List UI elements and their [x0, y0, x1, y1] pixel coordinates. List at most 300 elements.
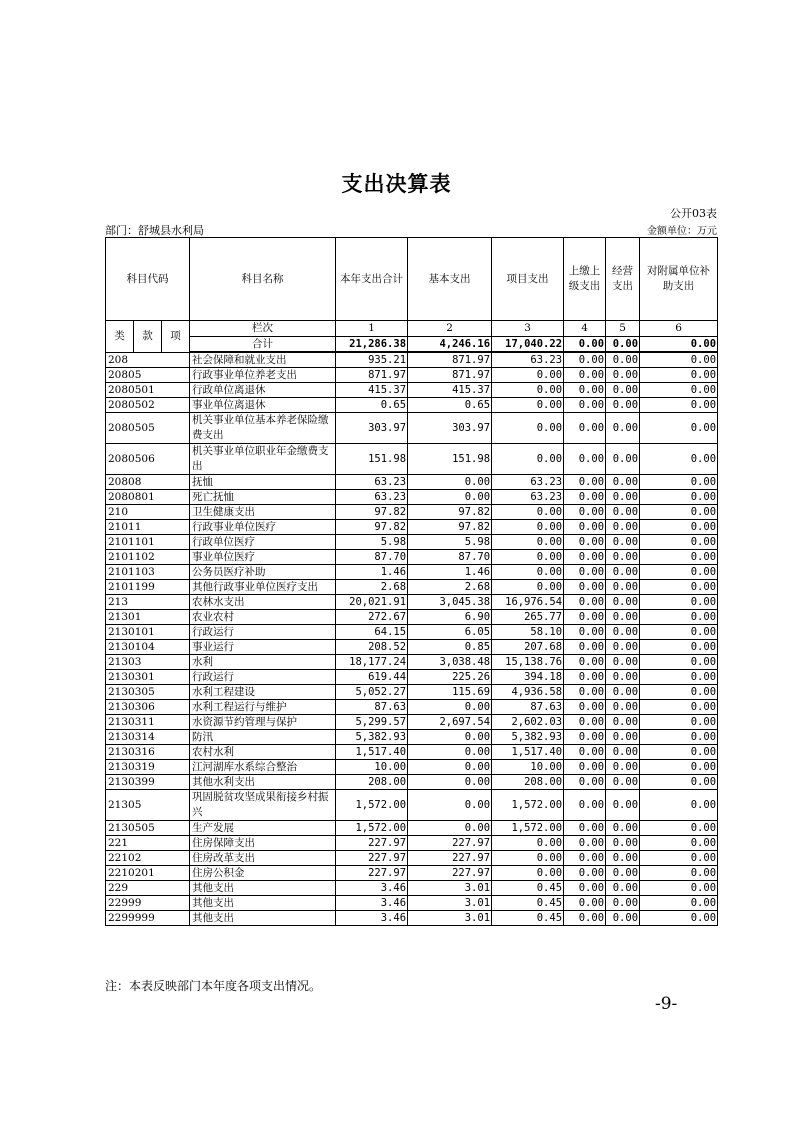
row-value: 5.98	[408, 535, 492, 550]
row-value: 871.97	[408, 368, 492, 383]
table-row	[106, 535, 718, 550]
row-value: 0.00	[606, 685, 640, 700]
row-value: 3.01	[408, 911, 492, 926]
total-value: 21,286.38	[336, 337, 408, 353]
row-value: 227.97	[336, 851, 408, 866]
table-row	[106, 565, 718, 580]
row-value: 0.00	[564, 655, 606, 670]
row-value: 0.00	[606, 565, 640, 580]
row-value: 303.97	[408, 413, 492, 444]
row-value: 1,572.00	[492, 821, 564, 836]
row-code: 2130314	[106, 730, 190, 745]
row-value: 0.00	[492, 836, 564, 851]
row-value: 0.00	[564, 565, 606, 580]
row-value: 0.00	[640, 745, 718, 760]
row-name: 行政运行	[190, 670, 336, 685]
row-value: 0.00	[640, 730, 718, 745]
row-value: 0.85	[408, 640, 492, 655]
row-value: 0.00	[606, 851, 640, 866]
row-value: 227.97	[336, 866, 408, 881]
row-value: 10.00	[492, 760, 564, 775]
row-value: 5,299.57	[336, 715, 408, 730]
row-value: 1,517.40	[492, 745, 564, 760]
row-name: 机关事业单位基本养老保险缴费支出	[190, 413, 336, 444]
unit-label: 金额单位：万元	[647, 226, 717, 237]
row-value: 0.00	[564, 851, 606, 866]
page-number: -9-	[655, 994, 678, 1014]
row-value: 0.00	[606, 640, 640, 655]
row-value: 0.00	[408, 760, 492, 775]
row-value: 208.00	[336, 775, 408, 790]
department-label: 部门：舒城县水利局	[105, 224, 204, 237]
row-value: 0.00	[640, 866, 718, 881]
row-value: 1.46	[336, 565, 408, 580]
row-value: 97.82	[408, 505, 492, 520]
row-value: 6.90	[408, 610, 492, 625]
row-value: 227.97	[408, 836, 492, 851]
row-name: 农业农村	[190, 610, 336, 625]
row-value: 0.00	[640, 836, 718, 851]
row-value: 6.05	[408, 625, 492, 640]
total-label: 合计	[190, 337, 336, 353]
row-value: 0.00	[640, 565, 718, 580]
row-value: 0.00	[408, 490, 492, 505]
row-code: 210	[106, 505, 190, 520]
row-value: 0.00	[640, 490, 718, 505]
row-code: 2130319	[106, 760, 190, 775]
header-basic: 基本支出	[408, 238, 492, 321]
row-value: 0.00	[606, 550, 640, 565]
row-value: 0.00	[564, 595, 606, 610]
row-name: 抚恤	[190, 475, 336, 490]
row-value: 0.00	[492, 866, 564, 881]
table-row	[106, 398, 718, 413]
table-row	[106, 730, 718, 745]
table-row	[106, 836, 718, 851]
row-code: 221	[106, 836, 190, 851]
row-value: 0.00	[564, 640, 606, 655]
row-value: 87.70	[336, 550, 408, 565]
row-value: 0.00	[640, 790, 718, 821]
row-value: 115.69	[408, 685, 492, 700]
row-code: 2130311	[106, 715, 190, 730]
total-value: 0.00	[606, 337, 640, 353]
row-code: 2080506	[106, 444, 190, 475]
table-row	[106, 352, 718, 368]
row-value: 0.00	[640, 760, 718, 775]
row-value: 63.23	[492, 352, 564, 368]
table-row	[106, 700, 718, 715]
header-code: 科目代码	[106, 238, 190, 321]
row-value: 0.00	[564, 444, 606, 475]
page-title: 支出决算表	[341, 171, 452, 196]
row-value: 3,045.38	[408, 595, 492, 610]
table-row	[106, 475, 718, 490]
row-value: 0.00	[492, 851, 564, 866]
row-value: 0.00	[492, 383, 564, 398]
row-code: 2130305	[106, 685, 190, 700]
row-value: 0.00	[640, 595, 718, 610]
column-number-row	[106, 321, 718, 337]
row-code: 2130306	[106, 700, 190, 715]
row-value: 0.00	[606, 368, 640, 383]
row-value: 0.00	[408, 775, 492, 790]
row-value: 0.00	[640, 580, 718, 595]
table-row	[106, 595, 718, 610]
row-value: 0.00	[564, 580, 606, 595]
table-row	[106, 821, 718, 836]
row-value: 0.00	[606, 896, 640, 911]
table-row	[106, 790, 718, 821]
row-value: 0.00	[492, 398, 564, 413]
row-value: 0.00	[640, 398, 718, 413]
row-name: 水资源节约管理与保护	[190, 715, 336, 730]
table-row	[106, 866, 718, 881]
table-row	[106, 760, 718, 775]
row-value: 208.52	[336, 640, 408, 655]
row-value: 272.67	[336, 610, 408, 625]
row-value: 5.98	[336, 535, 408, 550]
table-row	[106, 413, 718, 444]
row-code: 229	[106, 881, 190, 896]
table-row	[106, 896, 718, 911]
row-value: 151.98	[408, 444, 492, 475]
row-value: 0.00	[640, 775, 718, 790]
row-value: 0.00	[640, 625, 718, 640]
header-xiang: 项	[162, 321, 190, 353]
row-code: 21301	[106, 610, 190, 625]
row-value: 0.00	[640, 550, 718, 565]
table-row	[106, 685, 718, 700]
row-name: 其他支出	[190, 881, 336, 896]
row-value: 0.00	[564, 715, 606, 730]
row-value: 0.00	[408, 730, 492, 745]
row-value: 0.00	[492, 444, 564, 475]
total-row	[106, 337, 718, 353]
row-value: 303.97	[336, 413, 408, 444]
row-value: 394.18	[492, 670, 564, 685]
row-value: 58.10	[492, 625, 564, 640]
row-value: 0.00	[640, 655, 718, 670]
row-value: 0.00	[564, 413, 606, 444]
row-value: 0.00	[564, 520, 606, 535]
row-code: 2101102	[106, 550, 190, 565]
row-value: 0.65	[336, 398, 408, 413]
row-value: 0.00	[640, 535, 718, 550]
row-value: 0.00	[606, 745, 640, 760]
row-value: 1,517.40	[336, 745, 408, 760]
row-name: 农村水利	[190, 745, 336, 760]
row-name: 其他水利支出	[190, 775, 336, 790]
row-value: 0.00	[606, 700, 640, 715]
row-value: 0.00	[564, 352, 606, 368]
row-name: 其他行政事业单位医疗支出	[190, 580, 336, 595]
row-value: 0.00	[640, 881, 718, 896]
row-code: 22999	[106, 896, 190, 911]
total-value: 4,246.16	[408, 337, 492, 353]
row-name: 江河湖库水系综合整治	[190, 760, 336, 775]
row-value: 207.68	[492, 640, 564, 655]
row-value: 0.00	[640, 896, 718, 911]
header-cls: 类	[106, 321, 134, 353]
header-subsidy: 对附属单位补助支出	[640, 238, 718, 321]
footnote: 注：本表反映部门本年度各项支出情况。	[105, 979, 322, 993]
row-value: 0.00	[408, 700, 492, 715]
row-value: 0.00	[606, 670, 640, 685]
row-value: 227.97	[408, 851, 492, 866]
header-kuan: 款	[134, 321, 162, 353]
col-num: 5	[606, 321, 640, 337]
row-value: 0.00	[606, 911, 640, 926]
row-value: 0.00	[640, 911, 718, 926]
form-number: 公开03表	[670, 207, 717, 220]
row-value: 0.00	[564, 368, 606, 383]
row-value: 10.00	[336, 760, 408, 775]
row-value: 0.00	[640, 685, 718, 700]
row-code: 2080801	[106, 490, 190, 505]
row-code: 21305	[106, 790, 190, 821]
row-value: 0.00	[606, 444, 640, 475]
table-row	[106, 550, 718, 565]
row-value: 0.00	[606, 535, 640, 550]
row-value: 0.00	[606, 821, 640, 836]
row-value: 871.97	[408, 352, 492, 368]
row-value: 227.97	[336, 836, 408, 851]
row-value: 0.00	[606, 790, 640, 821]
row-value: 0.00	[492, 368, 564, 383]
row-value: 0.00	[606, 881, 640, 896]
row-value: 0.45	[492, 881, 564, 896]
row-name: 其他支出	[190, 896, 336, 911]
row-name: 水利工程建设	[190, 685, 336, 700]
row-name: 事业运行	[190, 640, 336, 655]
row-value: 0.00	[640, 715, 718, 730]
table-row	[106, 505, 718, 520]
row-name: 事业单位离退休	[190, 398, 336, 413]
row-value: 0.00	[564, 896, 606, 911]
table-row	[106, 444, 718, 475]
row-value: 5,382.93	[492, 730, 564, 745]
table-row	[106, 715, 718, 730]
row-value: 1.46	[408, 565, 492, 580]
row-name: 行政运行	[190, 625, 336, 640]
row-value: 0.00	[640, 383, 718, 398]
row-value: 0.00	[492, 413, 564, 444]
row-value: 0.00	[564, 760, 606, 775]
table-body	[106, 352, 718, 926]
row-value: 2.68	[336, 580, 408, 595]
row-value: 0.00	[564, 911, 606, 926]
row-value: 0.00	[640, 368, 718, 383]
table-row	[106, 383, 718, 398]
table-row	[106, 745, 718, 760]
row-value: 0.00	[564, 685, 606, 700]
row-name: 生产发展	[190, 821, 336, 836]
row-value: 0.00	[564, 550, 606, 565]
row-name: 农林水支出	[190, 595, 336, 610]
row-value: 0.00	[492, 535, 564, 550]
row-code: 2299999	[106, 911, 190, 926]
row-name: 社会保障和就业支出	[190, 352, 336, 368]
row-value: 0.00	[640, 821, 718, 836]
header-col-label: 栏次	[190, 321, 336, 337]
row-value: 935.21	[336, 352, 408, 368]
table-row	[106, 610, 718, 625]
row-value: 5,052.27	[336, 685, 408, 700]
header-project: 项目支出	[492, 238, 564, 321]
row-code: 213	[106, 595, 190, 610]
row-value: 2,697.54	[408, 715, 492, 730]
row-code: 21011	[106, 520, 190, 535]
row-value: 1,572.00	[336, 790, 408, 821]
row-value: 0.00	[606, 475, 640, 490]
row-value: 0.00	[640, 520, 718, 535]
row-value: 415.37	[408, 383, 492, 398]
row-value: 3.01	[408, 881, 492, 896]
table-row	[106, 368, 718, 383]
row-value: 2,602.03	[492, 715, 564, 730]
table-row	[106, 640, 718, 655]
row-code: 2210201	[106, 866, 190, 881]
row-value: 0.00	[564, 790, 606, 821]
table-row	[106, 911, 718, 926]
row-value: 3.46	[336, 911, 408, 926]
row-value: 0.00	[564, 775, 606, 790]
row-value: 0.00	[492, 550, 564, 565]
header-business: 经营支出	[606, 238, 640, 321]
table-row	[106, 775, 718, 790]
row-value: 63.23	[492, 490, 564, 505]
header-upper: 上缴上级支出	[564, 238, 606, 321]
row-code: 22102	[106, 851, 190, 866]
row-value: 0.00	[564, 490, 606, 505]
row-value: 619.44	[336, 670, 408, 685]
row-value: 0.00	[606, 715, 640, 730]
row-value: 0.00	[640, 444, 718, 475]
row-value: 0.00	[606, 760, 640, 775]
row-value: 20,021.91	[336, 595, 408, 610]
row-value: 87.63	[336, 700, 408, 715]
header-name: 科目名称	[190, 238, 336, 321]
col-num: 3	[492, 321, 564, 337]
row-value: 63.23	[336, 490, 408, 505]
row-value: 0.00	[606, 655, 640, 670]
header-total: 本年支出合计	[336, 238, 408, 321]
row-value: 415.37	[336, 383, 408, 398]
row-value: 0.00	[408, 475, 492, 490]
row-value: 0.00	[606, 866, 640, 881]
row-value: 0.00	[640, 670, 718, 685]
table-row	[106, 490, 718, 505]
row-value: 0.00	[492, 505, 564, 520]
row-value: 0.00	[564, 505, 606, 520]
row-value: 0.00	[564, 700, 606, 715]
table-row	[106, 851, 718, 866]
row-value: 15,138.76	[492, 655, 564, 670]
row-value: 0.00	[564, 610, 606, 625]
row-name: 行政事业单位医疗	[190, 520, 336, 535]
row-name: 水利工程运行与维护	[190, 700, 336, 715]
row-value: 0.00	[606, 398, 640, 413]
row-value: 0.00	[640, 505, 718, 520]
row-code: 2101199	[106, 580, 190, 595]
row-value: 0.00	[408, 745, 492, 760]
total-value: 0.00	[640, 337, 718, 353]
table-row	[106, 580, 718, 595]
row-name: 住房公积金	[190, 866, 336, 881]
col-num: 2	[408, 321, 492, 337]
row-code: 20805	[106, 368, 190, 383]
row-value: 3.46	[336, 881, 408, 896]
row-name: 住房保障支出	[190, 836, 336, 851]
row-value: 0.00	[606, 610, 640, 625]
row-value: 0.00	[640, 475, 718, 490]
row-value: 0.00	[564, 745, 606, 760]
row-name: 其他支出	[190, 911, 336, 926]
table-row	[106, 520, 718, 535]
total-value: 0.00	[564, 337, 606, 353]
total-value: 17,040.22	[492, 337, 564, 353]
table-row	[106, 670, 718, 685]
row-value: 5,382.93	[336, 730, 408, 745]
row-value: 871.97	[336, 368, 408, 383]
row-value: 0.00	[640, 352, 718, 368]
row-value: 0.00	[640, 413, 718, 444]
row-value: 0.00	[606, 580, 640, 595]
row-value: 0.45	[492, 911, 564, 926]
row-value: 4,936.58	[492, 685, 564, 700]
row-value: 0.65	[408, 398, 492, 413]
row-value: 227.97	[408, 866, 492, 881]
row-code: 2130316	[106, 745, 190, 760]
table-row	[106, 625, 718, 640]
row-name: 公务员医疗补助	[190, 565, 336, 580]
row-value: 0.00	[564, 836, 606, 851]
row-value: 87.70	[408, 550, 492, 565]
row-code: 2130399	[106, 775, 190, 790]
row-code: 2080501	[106, 383, 190, 398]
table-row	[106, 881, 718, 896]
row-name: 卫生健康支出	[190, 505, 336, 520]
row-value: 0.00	[564, 730, 606, 745]
header-row	[106, 238, 718, 321]
row-value: 0.00	[564, 821, 606, 836]
row-value: 0.00	[606, 413, 640, 444]
row-value: 3.01	[408, 896, 492, 911]
row-name: 水利	[190, 655, 336, 670]
row-value: 0.00	[606, 490, 640, 505]
row-value: 0.00	[606, 836, 640, 851]
row-value: 18,177.24	[336, 655, 408, 670]
row-value: 0.00	[492, 520, 564, 535]
row-code: 20808	[106, 475, 190, 490]
row-code: 2101101	[106, 535, 190, 550]
row-value: 0.00	[492, 565, 564, 580]
table-row	[106, 655, 718, 670]
row-value: 0.00	[606, 625, 640, 640]
row-value: 0.00	[606, 595, 640, 610]
row-code: 208	[106, 352, 190, 368]
row-name: 防汛	[190, 730, 336, 745]
row-value: 1,572.00	[336, 821, 408, 836]
row-value: 64.15	[336, 625, 408, 640]
row-value: 97.82	[408, 520, 492, 535]
row-code: 2080502	[106, 398, 190, 413]
row-value: 2.68	[408, 580, 492, 595]
row-name: 死亡抚恤	[190, 490, 336, 505]
row-value: 0.00	[492, 580, 564, 595]
row-value: 151.98	[336, 444, 408, 475]
